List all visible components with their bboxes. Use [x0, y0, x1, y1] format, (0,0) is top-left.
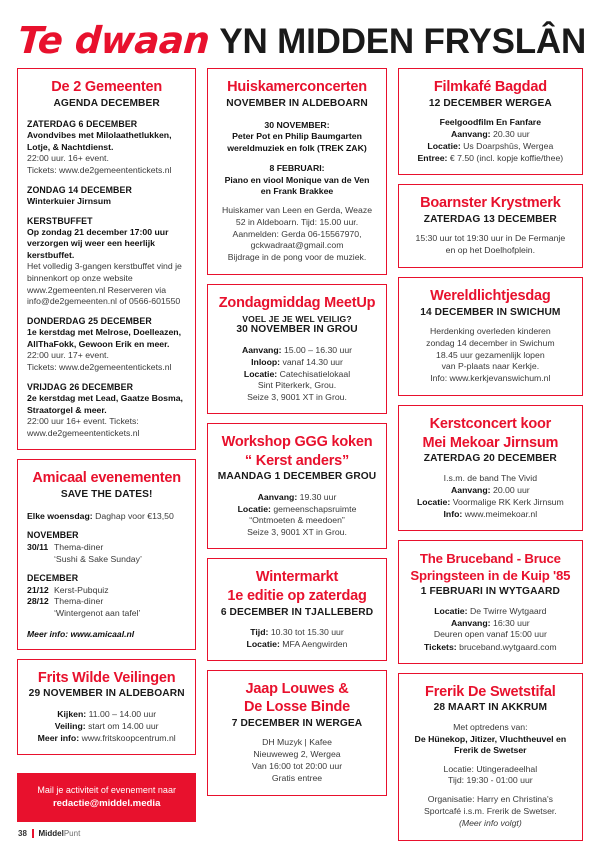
body-line: Tijd: 19:30 - 01:00 uur — [448, 775, 533, 786]
detail-label: Locatie: — [246, 638, 280, 649]
detail-value: 15.00 – 16.30 uur — [283, 344, 353, 355]
more-info-note: Meer info: www.amicaal.nl — [27, 628, 135, 639]
page-masthead — [16, 19, 587, 64]
body-line: gckwadraat@gmail.com — [250, 240, 344, 251]
card-title: Frits Wilde Veilingen — [37, 669, 176, 686]
card-title-line-2: Mei Mekoar Jirnsum — [422, 434, 559, 451]
agenda-list-item-sub: ‘Wintergenot aan tafel’ — [54, 607, 141, 618]
entry-bold: Op zondag 21 december 17:00 uur verzorgen wij weer een heerlijk kerstbuffet. — [27, 226, 169, 260]
detail-row — [408, 641, 573, 653]
card-subtitle: 14 DECEMBER IN SWICHUM — [420, 306, 561, 318]
card-frerik-de-swetstifal — [398, 673, 583, 841]
detail-value: € 7.50 (incl. kopje koffie/thee) — [449, 153, 564, 164]
month-heading: DECEMBER — [27, 573, 79, 584]
card-title-line-1: Wintermarkt — [255, 569, 339, 586]
column-2 — [207, 68, 386, 796]
card-title-line-2: De Losse Binde — [244, 699, 350, 716]
body-line: DH Muzyk | Kafee — [262, 737, 332, 748]
body-line: Sint Piterkerk, Grou. — [257, 379, 337, 390]
card-boarnster-krystmerk — [398, 184, 583, 268]
cta-email[interactable]: redactie@middel.media — [52, 797, 161, 809]
brand-light: Punt — [63, 829, 81, 838]
entry-heading: DONDERDAG 25 DECEMBER — [27, 316, 152, 327]
card-body — [408, 326, 573, 385]
entry-bold: 1e kerstdag met Melrose, Doelleazen, AllThaFokk, Gewoon Erik en meer. — [27, 327, 182, 349]
detail-value: MFA Aengwirden — [282, 638, 348, 649]
card-subtitle: ZATERDAG 13 DECEMBER — [423, 213, 557, 225]
lineup-intro: Met optredens van: — [453, 721, 528, 732]
card-title-line-2: 1e editie op zaterdag — [227, 587, 367, 604]
agenda-desc: Thema-diner — [54, 541, 104, 552]
detail-label: Info: — [443, 509, 463, 520]
card-subtitle: VOEL JE JE WEL VEILIG? — [242, 313, 352, 324]
publication-brand — [39, 829, 81, 838]
card-huiskamerconcerten — [207, 68, 386, 275]
detail-value: Catechisatielokaal — [279, 368, 351, 379]
card-wereldlichtjesdag — [398, 277, 583, 396]
detail-label: Locatie: — [416, 497, 451, 508]
entry-heading: KERSTBUFFET — [27, 215, 93, 226]
card-details — [217, 344, 376, 404]
film-title: Feelgoodfilm En Fanfare — [439, 116, 542, 127]
card-title-line-2: “ Kerst anders” — [244, 452, 350, 469]
agenda-date: 21/12 — [27, 584, 49, 595]
column-1 — [17, 68, 196, 822]
body-line: zondag 14 december in Swichum — [426, 337, 555, 348]
detail-row — [217, 491, 376, 503]
card-de-2-gemeenten — [17, 68, 196, 450]
detail-row — [27, 708, 186, 720]
detail-row — [408, 128, 573, 140]
detail-label: Meer info: — [37, 732, 80, 743]
card-subtitle-2: 30 NOVEMBER IN GROU — [236, 324, 358, 336]
card-details — [408, 473, 573, 521]
body-line: van P-plaats naar Kerkje. — [441, 361, 540, 372]
detail-row — [217, 503, 376, 515]
body-line: Huiskamer van Leen en Gerda, Weaze — [222, 204, 373, 215]
concert-artist: Peter Pot en Philip Baumgarten — [232, 131, 362, 142]
month-group — [27, 530, 186, 565]
detail-value: start om 14.00 uur — [88, 720, 159, 731]
body-line: 52 in Aldeboarn. Tijd: 15.00 uur. — [235, 216, 359, 227]
card-bruceband — [398, 540, 583, 663]
entry-plain-2: Tickets: www.de2gemeententickets.nl — [27, 362, 172, 373]
masthead-plain-title: YN MIDDEN FRYSLÂN — [219, 22, 587, 61]
detail-row — [217, 368, 376, 380]
card-title: Zondagmiddag MeetUp — [218, 295, 376, 311]
agenda-entry — [27, 382, 186, 440]
card-subtitle: 6 DECEMBER IN TJALLEBERD — [220, 606, 374, 618]
entry-bold: Avondvibes met Milolaathetlukken, Lotje, & Nachtdienst. — [27, 130, 172, 152]
body-line: Info: www.kerkjevanswichum.nl — [430, 373, 551, 384]
detail-value: 11.00 – 14.00 uur — [88, 708, 157, 719]
detail-value: 10.30 tot 15.30 uur — [270, 626, 344, 637]
detail-label: Locatie: — [243, 368, 278, 379]
detail-value: www.meimekoar.nl — [464, 509, 538, 520]
detail-label: Kijken: — [57, 708, 87, 719]
detail-row — [408, 617, 573, 629]
card-title-line-1: Jaap Louwes & — [245, 680, 349, 697]
detail-row — [408, 496, 573, 508]
body-line: “Ontmoeten & meedoen” — [249, 514, 345, 525]
detail-row — [408, 140, 573, 152]
card-details — [27, 708, 186, 744]
concert-date: 8 FEBRUARI: — [269, 163, 325, 174]
entry-plain: 22:00 uur. 17+ event. — [27, 350, 109, 361]
card-subtitle: SAVE THE DATES! — [60, 488, 153, 500]
weekly-label: Elke woensdag: — [27, 511, 93, 522]
entry-plain-2: Tickets: www.de2gemeententickets.nl — [27, 165, 172, 175]
body-line: Seize 3, 9001 XT in Grou. — [247, 526, 347, 537]
detail-label: Locatie: — [434, 605, 468, 616]
concert-date: 30 NOVEMBER: — [264, 119, 330, 130]
card-title: Huiskamerconcerten — [227, 79, 367, 95]
entry-bold: Winterkuier Jirnsum — [27, 196, 111, 207]
detail-label: Tickets: — [424, 641, 457, 652]
body-line: Bijdrage in de pong voor de muziek. — [227, 252, 367, 263]
card-title: Filmkafé Bagdad — [433, 79, 547, 95]
concert-artist: Piano en viool Monique van de Ven — [224, 174, 370, 185]
body-line: 15:30 uur tot 19:30 uur in De Fermanje — [415, 233, 566, 244]
agenda-entry — [27, 316, 186, 374]
detail-label: Aanvang: — [450, 129, 491, 140]
card-subtitle: 29 NOVEMBER IN ALDEBOARN — [28, 688, 185, 700]
column-3 — [398, 68, 583, 841]
agenda-entry — [27, 216, 186, 309]
detail-label: Aanvang: — [257, 491, 298, 502]
band-line: I.s.m. de band The Vivid — [443, 472, 538, 483]
detail-label: Aanvang: — [241, 344, 282, 355]
agenda-list-item-sub: ‘Sushi & Sake Sunday’ — [54, 553, 142, 564]
weekly-value: Daghap voor €13,50 — [95, 511, 174, 522]
card-jaap-louwes — [207, 670, 386, 796]
detail-row — [217, 344, 376, 356]
card-subtitle: ZATERDAG 20 DECEMBER — [423, 453, 557, 465]
weekly-special — [27, 510, 186, 522]
entry-heading: ZONDAG 14 DECEMBER — [27, 184, 132, 195]
detail-label: Locatie: — [427, 141, 461, 152]
body-line: Herdenking overleden kinderen — [429, 326, 551, 336]
detail-label: Inloop: — [251, 356, 281, 367]
entry-heading: VRIJDAG 26 DECEMBER — [27, 381, 134, 392]
detail-value: 19.30 uur — [299, 491, 337, 502]
agenda-date: 30/11 — [27, 541, 49, 552]
detail-row — [217, 626, 376, 638]
card-title-line-1: Kerstconcert koor — [429, 416, 552, 433]
agenda-entry — [27, 119, 186, 177]
agenda-entry — [27, 185, 186, 208]
detail-row — [217, 356, 376, 368]
body-line: Seize 3, 9001 XT in Grou. — [247, 391, 347, 402]
card-details — [217, 491, 376, 539]
card-subtitle: 7 DECEMBER IN WERGEA — [231, 717, 363, 729]
detail-label: Tijd: — [250, 626, 269, 637]
entry-plain: Het volledig 3-gangen kerstbuffet vind je binnenkort op onze website www.2gemeenten.nl Reserveren via info@de2gemeenten.nl of 0566-601550 — [27, 261, 182, 307]
concert-block-2 — [217, 163, 376, 197]
entry-plain: 22:00 uur 16+ event. Tickets: www.de2gemeententickets.nl — [27, 416, 140, 438]
month-group — [27, 573, 186, 619]
card-subtitle: AGENDA DECEMBER — [53, 97, 160, 109]
agenda-date: 28/12 — [27, 596, 49, 607]
card-title-line-2: Springsteen in de Kuip '85 — [410, 568, 571, 584]
card-subtitle: 1 FEBRUARI IN WYTGAARD — [420, 585, 560, 597]
organiser-block — [408, 794, 573, 829]
detail-row — [408, 605, 573, 617]
card-body — [408, 233, 573, 257]
detail-value: 20.00 uur — [492, 485, 530, 496]
detail-value: 20.30 uur — [492, 129, 530, 140]
month-heading: NOVEMBER — [27, 530, 79, 541]
footer-divider — [32, 829, 34, 838]
card-title: De 2 Gemeenten — [51, 79, 163, 95]
detail-label: Aanvang: — [450, 617, 491, 628]
lineup-line: De Hünekop, Jitizer, Vluchtheuvel en — [414, 733, 567, 744]
card-title: Frerik De Swetstifal — [425, 683, 556, 700]
agenda-list-item — [27, 542, 186, 554]
body-line: Locatie: Utingeradeelhal — [443, 763, 538, 774]
concert-block-1 — [217, 120, 376, 154]
card-subtitle: MAANDAG 1 DECEMBER GROU — [217, 471, 377, 483]
agenda-desc: Thema-diner — [54, 596, 104, 607]
card-kerstconcert-mei-mekoar — [398, 405, 583, 531]
concert-artist-2: en Frank Brakkee — [260, 186, 334, 197]
brand-bold: Middel — [38, 829, 64, 838]
card-frits-wilde-veilingen — [17, 659, 196, 755]
body-line: Van 16:00 tot 20:00 uur — [251, 761, 343, 772]
card-body — [217, 205, 376, 264]
detail-row — [408, 152, 573, 164]
card-amicaal-evenementen — [17, 459, 196, 649]
card-wintermarkt — [207, 558, 386, 660]
body-line: Aanmelden: Gerda 06-15567970, — [232, 228, 362, 239]
card-zondagmiddag-meetup — [207, 284, 386, 414]
entry-heading: ZATERDAG 6 DECEMBER — [27, 118, 138, 129]
detail-value: bruceband.wytgaard.com — [459, 641, 557, 652]
page-number: 38 — [18, 829, 27, 838]
body-line: Sportcafé i.s.m. Frerik de Swetser. — [423, 806, 557, 817]
detail-value: Voormalige RK Kerk Jirnsum — [452, 497, 564, 508]
detail-value: www.fritskoopcentrum.nl — [81, 732, 176, 743]
detail-label: Locatie: — [237, 503, 271, 514]
card-details — [408, 117, 573, 164]
body-line: Gratis entree — [271, 772, 323, 783]
card-details — [217, 626, 376, 650]
page-footer — [18, 829, 80, 838]
detail-value: gemeenschapsruimte — [273, 503, 357, 514]
columns-container — [0, 68, 600, 841]
detail-row — [408, 484, 573, 496]
card-title: Boarnster Krystmerk — [420, 195, 561, 212]
doors-open-line: Deuren open vanaf 15:00 uur — [433, 628, 547, 639]
detail-label: Veiling: — [54, 720, 86, 731]
detail-label: Entree: — [417, 153, 448, 164]
venue-block — [408, 764, 573, 788]
detail-value: De Twirre Wytgaard — [469, 605, 547, 616]
entry-bold: 2e kerstdag met Lead, Gaatze Bosma, Straatorgel & meer. — [27, 393, 183, 415]
detail-value: vanaf 14.30 uur — [282, 356, 343, 367]
detail-value: Us Doarpshûs, Wergea — [463, 141, 554, 152]
card-subtitle: NOVEMBER IN ALDEBOARN — [226, 97, 368, 109]
body-line: Organisatie: Harry en Christina's — [427, 794, 553, 805]
card-filmkafe-bagdad — [398, 68, 583, 175]
detail-label: Aanvang: — [450, 485, 491, 496]
concert-genre: wereldmuziek en folk (TREK ZAK) — [227, 142, 367, 153]
agenda-desc: Kerst-Pubquiz — [54, 584, 109, 595]
detail-row — [217, 638, 376, 650]
agenda-list-item — [27, 596, 186, 608]
entry-plain: 22:00 uur. 16+ event. — [27, 153, 109, 164]
card-title: Amicaal evenementen — [32, 470, 181, 487]
cta-line-1: Mail je activiteit of evenement naar — [37, 784, 176, 795]
detail-row — [27, 720, 186, 732]
body-line: en op het Doelhofplein. — [445, 245, 536, 256]
detail-row — [27, 732, 186, 744]
submit-event-cta[interactable] — [17, 773, 196, 823]
detail-value: 16:30 uur — [492, 617, 530, 628]
card-subtitle: 28 MAART IN AKKRUM — [433, 702, 548, 714]
card-subtitle: 12 DECEMBER WERGEA — [428, 97, 552, 109]
masthead-script-title: Te dwaan — [16, 19, 211, 62]
card-details — [408, 605, 573, 653]
body-line: 18.45 uur gezamenlijk lopen — [436, 349, 545, 360]
agenda-list-item — [27, 585, 186, 597]
card-body — [217, 737, 376, 784]
more-info-note: (Meer info volgt) — [458, 817, 522, 828]
lineup-line: Frerik de Swetser — [454, 745, 527, 756]
card-title-line-1: The Bruceband - Bruce — [419, 551, 561, 567]
body-line: Nieuweweg 2, Wergea — [253, 749, 341, 760]
card-title: Wereldlichtjesdag — [430, 288, 551, 305]
card-workshop-ggg-koken — [207, 423, 386, 549]
detail-row — [408, 508, 573, 520]
card-title-line-1: Workshop GGG koken — [221, 434, 373, 451]
